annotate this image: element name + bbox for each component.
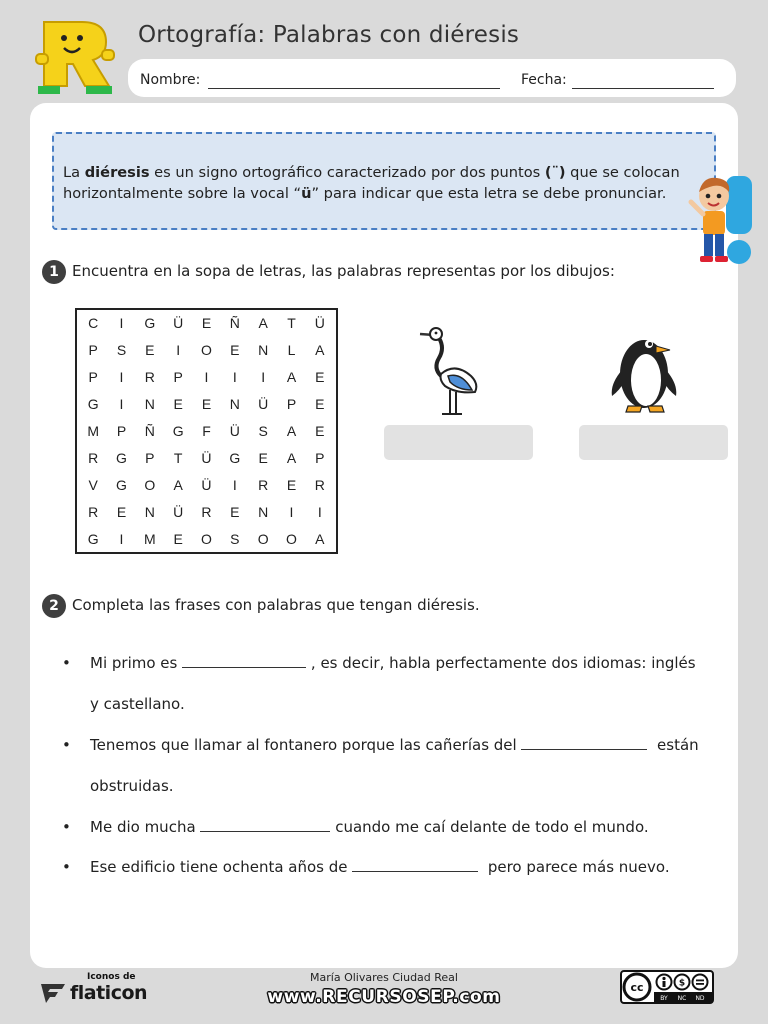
grid-cell[interactable]: N	[229, 396, 240, 413]
grid-cell[interactable]: M	[143, 530, 156, 547]
grid-cell[interactable]: O	[201, 530, 212, 547]
grid-cell[interactable]: P	[286, 396, 297, 413]
penguin-answer-box[interactable]	[579, 425, 728, 460]
grid-cell[interactable]: M	[87, 422, 99, 439]
grid-cell[interactable]: S	[258, 422, 268, 439]
grid-cell[interactable]: N	[258, 342, 269, 359]
grid-cell[interactable]: Ñ	[144, 422, 155, 439]
grid-cell[interactable]: I	[261, 369, 266, 386]
svg-text:$: $	[678, 978, 686, 989]
exercise-2-instruction: Completa las frases con palabras que tengan diéresis.	[72, 596, 480, 614]
grid-cell[interactable]: S	[116, 342, 127, 359]
grid-cell[interactable]: R	[88, 503, 99, 520]
grid-cell[interactable]: N	[144, 396, 155, 413]
grid-cell[interactable]: I	[176, 342, 181, 359]
date-label: Fecha:	[521, 72, 567, 88]
grid-cell[interactable]: Ü	[258, 396, 269, 413]
grid-cell[interactable]: G	[87, 530, 99, 547]
grid-cell[interactable]: A	[173, 476, 183, 493]
svg-text:cc: cc	[630, 981, 644, 994]
grid-cell[interactable]: C	[88, 315, 99, 332]
grid-cell[interactable]: G	[144, 315, 156, 332]
grid-cell[interactable]: R	[314, 476, 325, 493]
svg-text:NC: NC	[677, 995, 687, 1002]
exercise-1-number: 1	[42, 260, 66, 284]
icons-credit-label: Iconos de	[87, 972, 136, 982]
grid-cell[interactable]: A	[315, 530, 325, 547]
grid-cell[interactable]: R	[88, 449, 99, 466]
grid-cell[interactable]: T	[287, 315, 296, 332]
grid-cell[interactable]: I	[119, 315, 124, 332]
grid-cell[interactable]: V	[88, 476, 98, 493]
grid-cell[interactable]: Ü	[314, 315, 325, 332]
page-title: Ortografía: Palabras con diéresis	[138, 22, 520, 48]
name-label: Nombre:	[140, 72, 201, 88]
grid-cell[interactable]: E	[315, 396, 325, 413]
grid-cell[interactable]: E	[201, 315, 212, 332]
stork-icon	[414, 326, 480, 416]
grid-cell[interactable]: E	[258, 449, 268, 466]
bullet: •	[62, 654, 71, 672]
name-date-bar	[128, 59, 736, 97]
sentence-1-blank[interactable]	[182, 654, 306, 668]
grid-cell[interactable]: G	[172, 422, 184, 439]
grid-cell[interactable]: A	[286, 449, 297, 466]
grid-cell[interactable]: P	[88, 342, 98, 359]
sentence-3: Me dio mucha cuando me caí delante de todo el mundo.	[90, 818, 649, 836]
grid-cell[interactable]: G	[116, 476, 127, 493]
grid-cell[interactable]: I	[204, 369, 209, 386]
grid-cell[interactable]: O	[257, 530, 269, 547]
grid-cell[interactable]: O	[201, 342, 212, 359]
grid-cell[interactable]: A	[286, 422, 297, 439]
grid-cell[interactable]: P	[173, 369, 183, 386]
grid-cell[interactable]: I	[232, 476, 237, 493]
grid-cell[interactable]: N	[144, 503, 155, 520]
svg-text:ND: ND	[695, 995, 705, 1002]
grid-cell[interactable]: L	[287, 342, 296, 359]
grid-cell[interactable]: A	[315, 342, 325, 359]
grid-cell[interactable]: P	[116, 422, 127, 439]
grid-cell[interactable]: E	[116, 503, 127, 520]
sentence-2-blank[interactable]	[521, 736, 647, 750]
grid-cell[interactable]: Ü	[201, 476, 212, 493]
grid-cell[interactable]: Ü	[173, 315, 184, 332]
grid-cell[interactable]: E	[173, 530, 183, 547]
exercise-1-instruction: Encuentra en la sopa de letras, las palabras representas por los dibujos:	[72, 262, 615, 280]
stork-answer-box[interactable]	[384, 425, 533, 460]
grid-cell[interactable]: A	[286, 369, 297, 386]
grid-cell[interactable]: F	[202, 422, 211, 439]
cc-by-nc-nd-icon	[620, 970, 714, 1004]
grid-cell[interactable]: R	[201, 503, 212, 520]
flaticon-brand: flaticon	[70, 982, 148, 1004]
sentence-1-line-1: Mi primo es , es decir, habla perfectamente dos idiomas: inglés	[90, 654, 696, 672]
grid-cell[interactable]: G	[87, 396, 99, 413]
date-field[interactable]	[572, 88, 714, 89]
sentence-4: Ese edificio tiene ochenta años de pero parece más nuevo.	[90, 858, 670, 876]
sentence-1-line-2: y castellano.	[90, 695, 185, 713]
grid-cell[interactable]: E	[286, 476, 297, 493]
sentence-3-blank[interactable]	[200, 818, 330, 832]
grid-cell[interactable]: P	[145, 449, 155, 466]
sentence-4-blank[interactable]	[352, 858, 478, 872]
letter-r-mascot-logo	[30, 14, 120, 98]
grid-cell[interactable]: I	[289, 503, 294, 520]
grid-cell[interactable]: E	[201, 396, 212, 413]
bullet: •	[62, 858, 71, 876]
website-link[interactable]: www.RECURSOSEP.com	[267, 987, 501, 1007]
sentence-2-line-1: Tenemos que llamar al fontanero porque las cañerías del están	[90, 736, 699, 754]
grid-cell[interactable]: O	[144, 476, 156, 493]
bullet: •	[62, 818, 71, 836]
grid-cell[interactable]: E	[315, 422, 325, 439]
grid-cell[interactable]: S	[230, 530, 240, 547]
grid-cell[interactable]: P	[88, 369, 98, 386]
grid-cell[interactable]: E	[230, 503, 240, 520]
boy-with-exclamation-icon	[682, 172, 758, 272]
grid-cell[interactable]: Ü	[201, 449, 212, 466]
grid-cell[interactable]: G	[116, 449, 127, 466]
grid-cell[interactable]: O	[286, 530, 297, 547]
grid-cell[interactable]: E	[315, 369, 325, 386]
grid-cell[interactable]: A	[258, 315, 268, 332]
bullet: •	[62, 736, 71, 754]
grid-cell[interactable]: I	[119, 530, 124, 547]
grid-cell[interactable]: I	[232, 369, 237, 386]
author-credit: María Olivares Ciudad Real	[310, 971, 458, 984]
grid-cell[interactable]: Ü	[229, 422, 240, 439]
grid-cell[interactable]: R	[258, 476, 269, 493]
definition-text: La diéresis es un signo ortográfico caracterizado por dos puntos (¨) que se colocan horizontalmente sobre la vocal “ü” para indicar que esta letra se debe pronunciar.	[63, 164, 680, 202]
definition-box	[52, 132, 716, 230]
grid-cell[interactable]: R	[144, 369, 155, 386]
grid-cell[interactable]: Ñ	[229, 315, 240, 332]
grid-cell[interactable]: I	[119, 369, 124, 386]
name-field[interactable]	[208, 88, 500, 89]
grid-cell[interactable]: I	[317, 503, 322, 520]
grid-cell[interactable]: N	[258, 503, 269, 520]
grid-cell[interactable]: E	[145, 342, 155, 359]
grid-cell[interactable]: T	[173, 449, 183, 466]
grid-cell[interactable]: G	[229, 449, 241, 466]
grid-cell[interactable]: E	[173, 396, 183, 413]
word-search-grid[interactable]	[75, 308, 338, 554]
sentence-2-line-2: obstruidas.	[90, 777, 174, 795]
exercise-2-number: 2	[42, 594, 66, 618]
grid-cell[interactable]: E	[230, 342, 240, 359]
svg-text:BY: BY	[660, 995, 668, 1002]
penguin-icon	[606, 326, 682, 414]
grid-cell[interactable]: P	[315, 449, 325, 466]
grid-cell[interactable]: I	[119, 396, 124, 413]
grid-cell[interactable]: Ü	[173, 503, 184, 520]
